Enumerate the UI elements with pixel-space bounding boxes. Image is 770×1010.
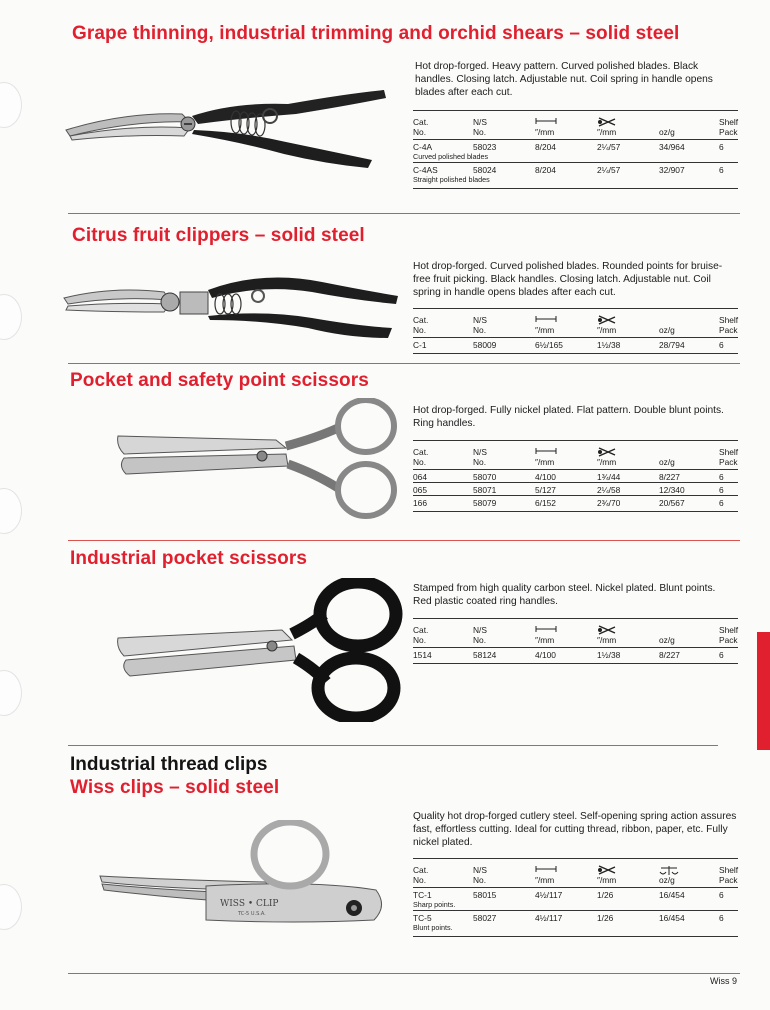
section-title: Industrial pocket scissors — [70, 548, 308, 569]
table-row: 065 58071 5/127 2¼/58 12/340 6 — [413, 483, 738, 496]
length-icon — [535, 315, 557, 325]
table-row: C-4AS 58024 8/204 2¼/57 32/907 6 — [413, 163, 738, 176]
section-divider — [68, 213, 740, 214]
col-ns: N/S — [473, 117, 487, 127]
section-description: Hot drop-forged. Curved polished blades. Rounded points for bruise-free fruit picking. Black handles. Closing latch. Adjustable nut. Coil spring in handle opens blades after each cut. — [413, 261, 723, 298]
section-divider — [68, 745, 718, 746]
table-row: C-1 58009 6½/165 1½/38 28/794 6 — [413, 338, 738, 354]
section-description: Stamped from high quality carbon steel. Nickel plated. Blunt points. Red plastic coated ring handles. — [413, 583, 716, 607]
section-subtitle: Wiss clips – solid steel — [70, 777, 280, 798]
cut-icon — [597, 865, 617, 875]
section-title: Pocket and safety point scissors — [70, 370, 369, 391]
length-icon — [535, 625, 557, 635]
section-description: Hot drop-forged. Fully nickel plated. Flat pattern. Double blunt points. Ring handles. — [413, 405, 724, 429]
table-row: 064 58070 4/100 1¾/44 8/227 6 — [413, 470, 738, 483]
cut-icon — [597, 447, 617, 457]
scale-icon — [659, 865, 679, 875]
section-title: Grape thinning, industrial trimming and orchid shears – solid steel — [72, 23, 680, 44]
cut-icon — [597, 315, 617, 325]
footer-divider — [68, 973, 740, 974]
table-row: C-4A 58023 8/204 2¼/57 34/964 6 — [413, 140, 738, 153]
length-icon — [535, 117, 557, 127]
table-row: TC-5 58027 4½/117 1/26 16/454 6 — [413, 911, 738, 924]
row-note: Sharp points. — [413, 900, 456, 909]
clip-engraving-line1: WISS • CLIP — [220, 899, 279, 909]
pocket-scissors-image — [116, 398, 400, 520]
spec-table: Cat. N/S Shelf No. No. ″/mm ″/mm oz/g Pack 064 58070 4/100 1¾/44 8/227 6 065 58071 5/127 2¼/58 12/340 6 166 58079 6/152 2¾/70 20/567 6 — [413, 440, 738, 512]
col-cat: Cat. — [413, 117, 429, 127]
section-description: Hot drop-forged. Heavy pattern. Curved polished blades. Black handles. Closing latch. Adjustable nut. Coil spring in handle opens blades after each cut. — [415, 61, 713, 98]
citrus-clippers-image — [62, 268, 402, 342]
section-title: Citrus fruit clippers – solid steel — [72, 225, 365, 246]
col-pack: Shelf — [719, 117, 739, 127]
grape-shears-image — [64, 90, 394, 170]
binder-hole — [0, 884, 22, 930]
section-description: Quality hot drop-forged cutlery steel. Self-opening spring action assures fast, effortless cutting. Ideal for cutting thread, ribbon, paper, etc. Fully nickel plated. — [413, 811, 737, 848]
clip-engraving-line2: TC-5 U.S.A. — [238, 911, 266, 917]
row-note: Straight polished blades — [413, 175, 490, 184]
thread-clips-image — [96, 820, 396, 928]
cut-icon — [597, 117, 617, 127]
table-row: 1514 58124 4/100 1½/38 8/227 6 — [413, 648, 738, 664]
section-title: Industrial thread clips — [70, 754, 268, 775]
cut-icon — [597, 625, 617, 635]
spec-table: Cat. N/S Shelf No. No. ″/mm ″/mm oz/g Pack 1514 58124 4/100 1½/38 8/227 6 — [413, 618, 738, 664]
section-divider — [68, 540, 740, 541]
binder-hole — [0, 294, 22, 340]
row-note: Curved polished blades — [413, 152, 489, 161]
spec-table: Cat. N/S Shelf No. No. ″/mm ″/mm oz/g Pack TC-1 58015 4½/117 1/26 16/454 6 Sharp points. TC-5 58027 4½/117 1/26 16/454 6 Blunt points. — [413, 858, 738, 937]
industrial-pocket-scissors-image — [116, 578, 406, 722]
table-row: TC-1 58015 4½/117 1/26 16/454 6 — [413, 888, 738, 901]
length-icon — [535, 865, 557, 875]
spec-table: Cat. N/S Shelf No. No. ″/mm ″/mm oz/g Pack C-4A 58023 8/204 2¼/57 34/964 6 Curved polished blades C-4AS 58024 8/204 2¼/57 32/907 6 Straight polished blades — [413, 110, 738, 189]
page-footer: Wiss 9 — [710, 976, 737, 986]
binder-hole — [0, 670, 22, 716]
spec-table: Cat. N/S Shelf No. No. ″/mm ″/mm oz/g Pack C-1 58009 6½/165 1½/38 28/794 6 — [413, 308, 738, 354]
section-divider — [68, 363, 740, 364]
binder-hole — [0, 488, 22, 534]
binder-hole — [0, 82, 22, 128]
row-note: Blunt points. — [413, 923, 453, 932]
section-tab-marker — [757, 632, 770, 750]
table-row: 166 58079 6/152 2¾/70 20/567 6 — [413, 496, 738, 512]
length-icon — [535, 447, 557, 457]
